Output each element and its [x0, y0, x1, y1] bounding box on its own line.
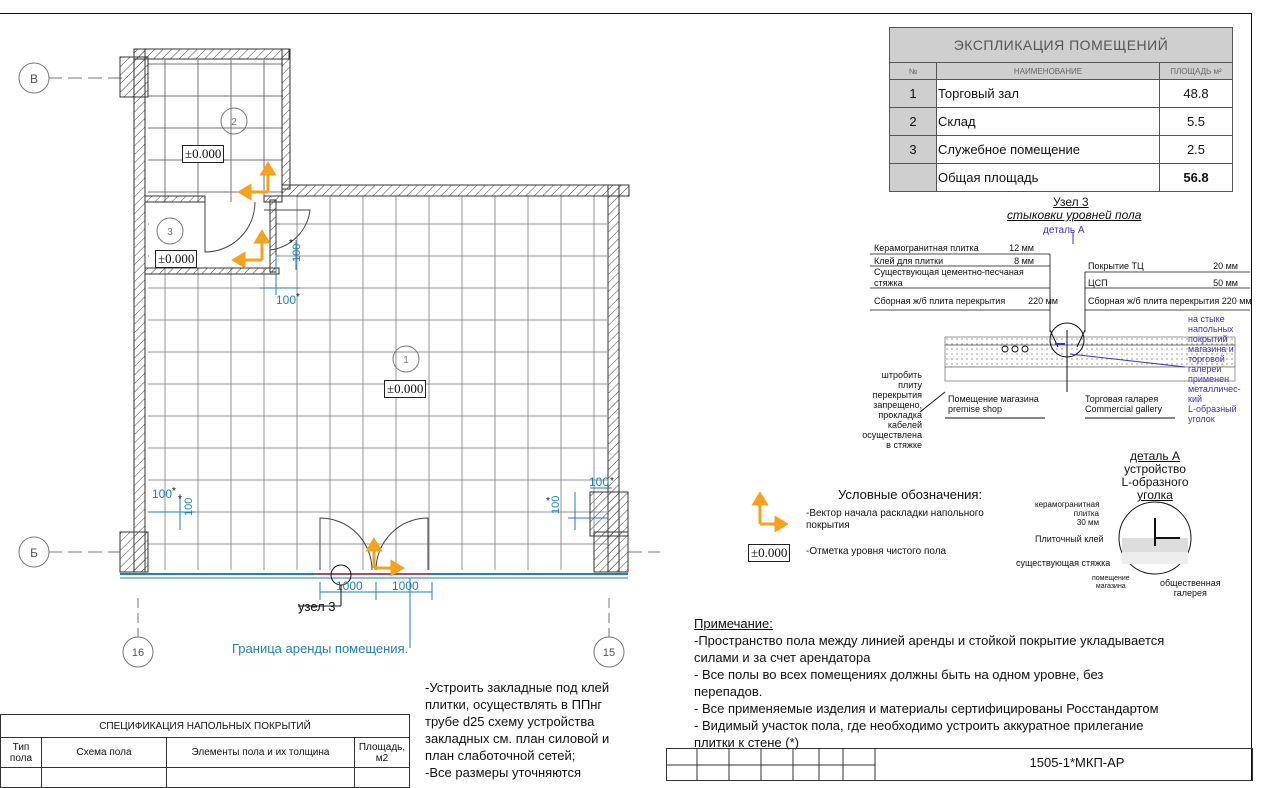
remarks-title: Примечание:	[694, 616, 773, 631]
detail-a-line: уголка	[1137, 488, 1173, 502]
dim-star-e: *	[610, 476, 614, 487]
note-line: -Все размеры уточняются	[425, 765, 582, 780]
detail-a-glue-label: Плиточный клей	[1035, 534, 1104, 544]
dim-100-c: 100	[152, 487, 173, 501]
shop-label	[948, 394, 1039, 414]
legend-level-sample: ±0.000	[748, 544, 790, 562]
detail-a-title-block	[1120, 450, 1190, 502]
note-line: применен	[1188, 374, 1230, 384]
total-value: 56.8	[1160, 164, 1233, 192]
layer-name: Существующая цементно-песчаная	[874, 267, 1024, 277]
remark-line: - Все полы во всех помещениях должны быть на одном уровне, без	[694, 667, 1104, 682]
row-name: Торговый зал	[937, 80, 1160, 108]
level-mark-room2: ±0.000	[182, 145, 224, 163]
layer-thickness: 50 мм	[1213, 278, 1238, 288]
node3-label: узел 3	[298, 599, 336, 614]
lease-boundary-label: Граница аренды помещения.	[232, 641, 409, 656]
legend-title: Условные обозначения:	[838, 487, 983, 502]
label-line: плитка	[1073, 509, 1099, 518]
note-line: кабелей	[887, 420, 922, 430]
dim-1000-a: 1000	[336, 579, 363, 593]
note-line: -Устроить закладные под клей	[425, 680, 610, 695]
note-line: напольных	[1188, 324, 1234, 334]
stamp-grid	[667, 749, 877, 780]
note-line: прокладка	[878, 410, 922, 420]
legend-vector-text	[806, 508, 984, 532]
remarks-block	[694, 615, 1254, 751]
dim-100-b: 100	[291, 243, 303, 262]
row-num: 3	[890, 136, 937, 164]
row-name: Служебное помещение	[937, 136, 1160, 164]
room-number-2: 2	[231, 117, 237, 128]
explication-title: ЭКСПЛИКАЦИЯ ПОМЕЩЕНИЙ	[890, 28, 1233, 63]
dim-star-c: *	[172, 486, 176, 497]
node3-subtitle: стыковки уровней пола	[1007, 208, 1142, 222]
note-line: закладных см. план силовой и	[425, 731, 610, 746]
layer-name: Клей для плитки	[874, 256, 944, 266]
label-line: керамогранитная	[1035, 500, 1100, 509]
note-line: кий	[1188, 394, 1202, 404]
note-line: галереи	[1188, 364, 1222, 374]
spec-header-elements: Элементы пола и их толщина	[167, 738, 355, 768]
dim-1000-b: 1000	[392, 579, 419, 593]
note-line: запрещено,	[873, 400, 922, 410]
row-area: 48.8	[1160, 80, 1233, 108]
title-stamp	[666, 748, 1253, 781]
remark-line: - Все применяемые изделия и материалы сертифицированы Росстандартом	[694, 701, 1159, 716]
note-line: план слаботочной сетей;	[425, 748, 576, 763]
note-line: уголок	[1188, 414, 1215, 424]
layer-name: Сборная ж/б плита перекрытия	[874, 296, 1006, 306]
dim-100-f: 100	[550, 495, 562, 514]
total-label: Общая площадь	[937, 164, 1160, 192]
legend-vector-icon	[748, 492, 788, 532]
axis-label-b2: Б	[30, 546, 38, 560]
gallery-label-ru: Торговая галарея	[1085, 394, 1159, 404]
row-name: Склад	[937, 108, 1160, 136]
layer-thickness: 12 мм	[1009, 243, 1034, 253]
row-area: 2.5	[1160, 136, 1233, 164]
gallery-label-en: Commercial gallery	[1085, 404, 1163, 414]
layer-name: Керамогранитная плитка	[874, 243, 979, 253]
note-line: трубе d25 схему устройства	[425, 714, 595, 729]
shop-label-en: premise shop	[948, 404, 1003, 414]
level-mark-room1: ±0.000	[384, 380, 426, 398]
remark-line: перепадов.	[694, 684, 763, 699]
axis-label-b: В	[29, 72, 39, 86]
dim-100-a: 100	[276, 293, 297, 307]
detail-a-room-label	[1092, 575, 1130, 591]
layer-name: Сборная ж/б плита перекрытия	[1088, 296, 1220, 306]
level-mark-room3: ±0.000	[155, 250, 197, 268]
note-line: плиту	[898, 380, 922, 390]
dim-100-d: 100	[183, 497, 195, 516]
row-num: 1	[890, 80, 937, 108]
note-line: на стыке	[1188, 314, 1225, 324]
node3-title: Узел 3	[1053, 195, 1089, 209]
layer-thickness: 8 мм	[1014, 256, 1034, 266]
layer-name: Покрытие ТЦ	[1088, 261, 1144, 271]
purple-note	[1188, 314, 1241, 424]
label-line: галерея	[1173, 588, 1207, 598]
detail-a-reference: деталь А	[1043, 225, 1085, 236]
legend-level-text: -Отметка уровня чистого пола	[806, 546, 947, 557]
legend-line: -Вектор начала раскладки напольного	[806, 508, 984, 519]
layer-thickness: 20 мм	[1213, 261, 1238, 271]
row-num: 2	[890, 108, 937, 136]
layer-name: ЦСП	[1088, 278, 1108, 288]
note-line: плитки, осуществлять в ППнг	[425, 697, 603, 712]
left-note	[840, 370, 922, 450]
remark-line: силами и за счет арендатора	[694, 650, 871, 665]
axis-label-16: 16	[131, 647, 145, 659]
detail-a-screed-label: существующая стяжка	[1016, 558, 1111, 568]
layer-thickness: 220 мм	[1028, 296, 1058, 306]
spec-header-scheme: Схема пола	[42, 738, 167, 768]
layer-name: стяжка	[874, 278, 903, 288]
note-line: торговой	[1188, 354, 1225, 364]
label-line: магазина	[1095, 583, 1126, 590]
room-number-1: 1	[403, 355, 409, 366]
label-line: 30 мм	[1076, 518, 1099, 527]
note-line: магазина и	[1188, 344, 1234, 354]
note-line: металличес-	[1188, 384, 1241, 394]
spec-title: СПЕЦИФИКАЦИЯ НАПОЛЬНЫХ ПОКРЫТИЙ	[1, 715, 410, 738]
note-line: перекрытия	[872, 390, 922, 400]
detail-a-gallery-label	[1160, 578, 1221, 598]
detail-a-tile-label	[1035, 500, 1099, 527]
dim-100-e: 100	[589, 475, 610, 489]
dim-star-f: *	[546, 496, 550, 507]
detail-a-line: устройство	[1124, 462, 1186, 476]
label-line: общественная	[1160, 578, 1221, 588]
note-line: L-образный	[1188, 404, 1237, 414]
explication-header-area: ПЛОЩАДЬ м²	[1160, 63, 1233, 80]
explication-header-num: №	[890, 63, 937, 80]
remark-line: - Видимый участок пола, где необходимо устроить аккуратное прилегание	[694, 718, 1144, 733]
shop-label-ru: Помещение магазина	[948, 394, 1039, 404]
spec-header-type: Тип пола	[1, 738, 42, 768]
gallery-label	[1085, 394, 1162, 414]
remark-line: плитки к стене (*)	[694, 735, 799, 750]
row-area: 5.5	[1160, 108, 1233, 136]
legend-line: покрытия	[806, 520, 850, 531]
remark-line: -Пространство пола между линией аренды и стойкой покрытие укладывается	[694, 633, 1165, 648]
installation-notes	[425, 679, 650, 781]
drawing-code: 1505-1*МКП-АР	[1029, 755, 1125, 770]
detail-a-line: L-образного	[1121, 475, 1189, 489]
dim-star-b: *	[289, 238, 293, 249]
note-line: покрытий	[1188, 334, 1228, 344]
note-line: штробить	[881, 370, 922, 380]
note-line: осуществлена	[862, 430, 922, 440]
explication-table	[889, 27, 1233, 192]
explication-header-name: НАИМЕНОВАНИЕ	[937, 63, 1160, 80]
dim-star-d: *	[178, 494, 182, 505]
label-line: помещение	[1092, 575, 1130, 582]
spec-header-area: Площадь, м2	[355, 738, 410, 768]
detail-a-title: деталь А	[1130, 449, 1180, 463]
layer-thickness: 220 мм	[1221, 296, 1252, 306]
axis-label-15: 15	[602, 647, 616, 659]
flooring-spec-table	[0, 714, 410, 788]
room-number-3: 3	[167, 227, 173, 238]
dim-star-a: *	[296, 292, 300, 303]
note-line: в стяжке	[886, 440, 922, 450]
